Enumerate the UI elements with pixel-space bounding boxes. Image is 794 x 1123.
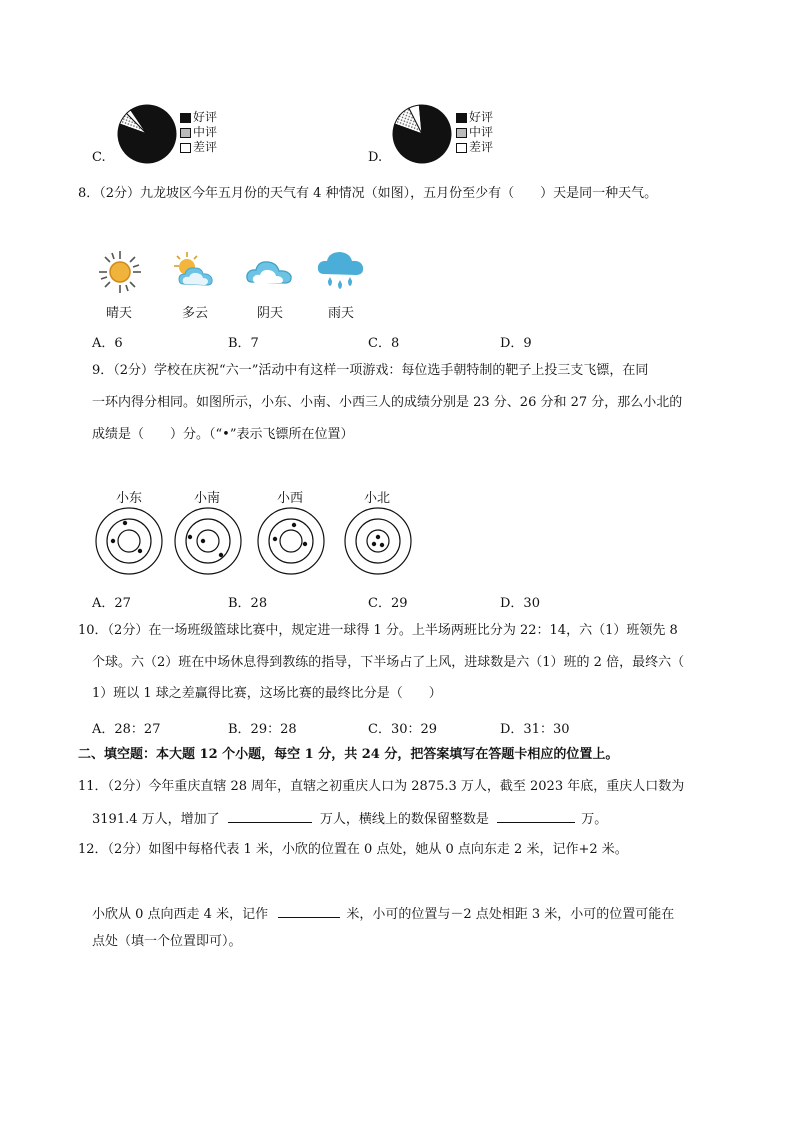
weather-label-sunny: 晴天 — [105, 306, 132, 321]
q12-answer-blank-1[interactable] — [278, 905, 340, 918]
legend-label-good: 好评 — [193, 110, 218, 124]
q7-option-d-label: D. — [368, 150, 383, 165]
legend-label-medium: 中评 — [469, 125, 494, 139]
weather-label-rainy: 雨天 — [327, 306, 354, 321]
cloudy-icon — [169, 250, 219, 294]
q11-line2 — [92, 810, 607, 827]
q9-option-b[interactable]: B．28 — [228, 596, 268, 611]
section-2-heading: 二、填空题：本大题 12 个小题，每空 1 分，共 24 分，把答案填写在答题卡相应的位置上。 — [78, 747, 619, 762]
target-xiaobei — [343, 506, 413, 576]
q9-line3: 成绩是（ ）分。（“•”表示飞镖所在位置） — [92, 427, 354, 442]
target-name-xiaonan: 小南 — [193, 491, 220, 506]
q10-option-c[interactable]: C．30：29 — [368, 722, 438, 737]
q7-option-c-label: C. — [92, 150, 106, 165]
pie-slice-好评 — [116, 103, 178, 165]
q12-line2-text-a: 小欣从 0 点向西走 4 米，记作 — [92, 907, 269, 922]
legend-swatch-good — [456, 113, 467, 123]
q9-option-a[interactable]: A．27 — [92, 596, 131, 611]
legend-swatch-medium — [456, 128, 467, 138]
q10-option-a[interactable]: A．28：27 — [92, 722, 161, 737]
q10-line3: 1）班以 1 球之差赢得比赛，这场比赛的最终比分是（ ） — [92, 686, 442, 701]
q7-pie-d — [391, 103, 453, 165]
legend-label-bad: 差评 — [193, 140, 218, 154]
q8-option-c[interactable]: C．8 — [368, 336, 400, 351]
q8-text: 8．（2分）九龙坡区今年五月份的天气有 4 种情况（如图），五月份至少有（ ）天是同一种天气。 — [78, 186, 658, 201]
q10-line1: 10．（2分）在一场班级篮球比赛中，规定进一球得 1 分。上半场两班比分为 22：14，六（1）班领先 8 — [78, 623, 678, 638]
weather-label-overcast: 阴天 — [256, 306, 283, 321]
q12-line2 — [92, 905, 674, 922]
q7-pie-c — [116, 103, 178, 165]
target-xiaodong — [94, 506, 164, 576]
q12-line2-text-b: 米，小可的位置与－2 点处相距 3 米，小可的位置可能在 — [346, 907, 675, 922]
q7-legend-d — [456, 110, 493, 155]
q9-line1: 9．（2分）学校在庆祝“六一”活动中有这样一项游戏：每位选手朝特制的靶子上投三支飞镖，在同 — [92, 363, 649, 378]
legend-swatch-bad — [180, 143, 191, 153]
q9-line2: 一环内得分相同。如图所示，小东、小南、小西三人的成绩分别是 23 分、26 分和 27 分，那么小北的 — [92, 395, 683, 410]
q8-option-a[interactable]: A．6 — [92, 336, 123, 351]
q11-line1: 11．（2分）今年重庆直辖 28 周年，直辖之初重庆人口为 2875.3 万人，截至 2023 年底，重庆人口数为 — [78, 779, 685, 794]
pie-slice-好评 — [391, 103, 453, 165]
rainy-icon — [315, 248, 365, 296]
overcast-icon — [244, 254, 294, 290]
q8-option-b[interactable]: B．7 — [228, 336, 259, 351]
sunny-icon — [96, 248, 144, 296]
q8-option-d[interactable]: D．9 — [500, 336, 532, 351]
legend-label-bad: 差评 — [469, 140, 494, 154]
q9-option-c[interactable]: C．29 — [368, 596, 408, 611]
q11-answer-blank-1[interactable] — [228, 810, 312, 823]
legend-label-good: 好评 — [469, 110, 494, 124]
q7-legend-c — [180, 110, 217, 155]
target-xiaoxi — [256, 506, 326, 576]
target-name-xiaobei: 小北 — [363, 491, 390, 506]
target-name-xiaodong: 小东 — [115, 491, 142, 506]
legend-swatch-medium — [180, 128, 191, 138]
q10-option-b[interactable]: B．29：28 — [228, 722, 297, 737]
target-name-xiaoxi: 小西 — [276, 491, 303, 506]
legend-swatch-good — [180, 113, 191, 123]
q11-line2-text-c: 万。 — [581, 812, 608, 827]
q12-line3: 点处（填一个位置即可）。 — [92, 934, 242, 949]
q10-line2: 个球。六（2）班在中场休息得到教练的指导，下半场占了上风，进球数是六（1）班的 2 倍，最终六（ — [92, 655, 685, 670]
q9-option-d[interactable]: D．30 — [500, 596, 540, 611]
legend-label-medium: 中评 — [193, 125, 218, 139]
q11-answer-blank-2[interactable] — [497, 810, 575, 823]
legend-swatch-bad — [456, 143, 467, 153]
q12-line1: 12．（2分）如图中每格代表 1 米，小欣的位置在 0 点处，她从 0 点向东走 2 米，记作+2 米。 — [78, 842, 628, 857]
q11-line2-text-a: 3191.4 万人，增加了 — [92, 812, 220, 827]
q10-option-d[interactable]: D．31：30 — [500, 722, 570, 737]
weather-label-cloudy: 多云 — [181, 306, 208, 321]
target-xiaonan — [173, 506, 243, 576]
q11-line2-text-b: 万人，横线上的数保留整数是 — [319, 812, 489, 827]
